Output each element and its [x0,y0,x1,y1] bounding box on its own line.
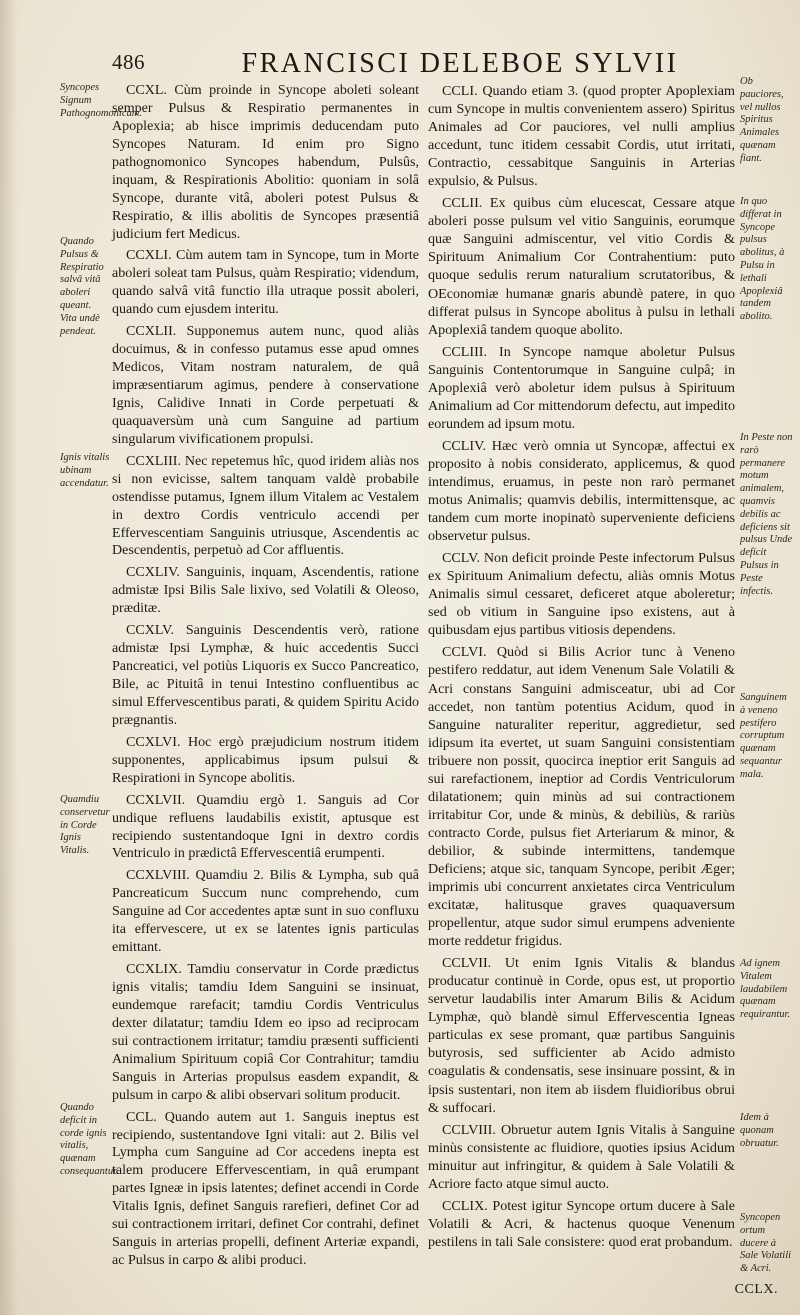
paragraph-ccliv: CCLIV. Hæc verò omnia ut Syncopæ, affectui ex proposito à nobis considerato, applicemus, & quod intendimus, eruamus, in peste non rarò permanet motus Animalis; quamvis debilis, intermittensque, ac tandem cum morte inopinatò superveniente deficiens observetur pulsus. [428,437,735,545]
margin-note-left-5: Quando deficit in corde ignis vitalis, quænam consequantur. [60,1102,119,1177]
margin-note-right-6: Idem à quonam obruatur. [740,1112,779,1149]
margin-note-right-2: In quo differat in Syncope pulsus abolitus, à Pulsu in lethali Apoplexiâ tandem abolito. [740,196,785,323]
paragraph-ccxlii: CCXLII. Supponemus autem nunc, quod aliàs docuimus, & in confesso putamus esse apud omnes Medicos, Vitam nostram naturalem, de quâ impræsentiarum agimus, pendere à conservatione Ignis, Calidive Innati in Corde perpetuati & quaquaversùm unà cum Sanguine ad partium singularum vivificationem propulsi. [112,323,419,447]
margin-note-left-4: Quamdiu conservetur in Corde Ignis Vitalis. [60,794,110,857]
paragraph-ccxlviii: CCXLVIII. Quamdiu 2. Bilis & Lympha, sub quâ Pancreaticum Succum nunc comprehendo, cum Sanguine ad Cor accedentes aptæ sunt in suo confluxu ita effervescere, ut ex se latentes ignis particulas emittant. [112,867,419,956]
paragraph-ccliii: CCLIII. In Syncope namque aboletur Pulsus Sanguinis Contentorumque in Sanguine culpâ; in Apoplexiâ verò aboletur idem pulsus à Spirituum Animalium ad Cor mittendorum defectu, aut impedito eorundem ad ipsum motu. [428,343,735,432]
page-header [112,48,750,84]
paragraph-cclv: CCLV. Non deficit proinde Peste infectorum Pulsus ex Spirituum Animalium defectu, aliàs omnis Motus Animalis simul cessaret, deficeret atque aboleretur; sed ob vitium in Sanguine ipso existens, aut à quibusdam ejus partibus vitiosis dependens. [428,550,735,639]
margin-note-right-7: Syncopen ortum ducere à Sale Volatili & Acri. [740,1212,792,1275]
paragraph-cclii: CCLII. Ex quibus cùm elucescat, Cessare atque aboleri posse pulsum vel vitio Sanguinis, eorumque quæ Sanguini admiscentur, vel vitio Cordis & Spirituum Animalium Cor Contrahentium: puto quoque sedulis rerum naturalium scrutatoribus, & OEconomiæ humanæ gnaris abundè patere, in quo differat pulsus in Syncope abolitus à pulsu in lethali Apoplexiâ tandem quoque abolito. [428,195,735,338]
paragraph-cclix: CCLIX. Potest igitur Syncope ortum ducere à Sale Volatili & Acri, & hactenus quoque Venenum pestilens in tali Sale consistere: quod erat probandum. [428,1197,735,1250]
margin-note-left-3: Ignis vitalis ubinam accendatur. [60,452,110,489]
paragraph-ccxlv: CCXLV. Sanguinis Descendentis verò, ratione admistæ Ipsi Lymphæ, & huic accedentis Succi Pancreatici, vel potiùs Liquoris ex Succo Pancreatico, Bile, ac Pituitâ in tenui Intestino confluentibus ac simul Effervescentibus parati, & quidem Spiritu Acido prægnantis. [112,622,419,728]
paragraph-ccl: CCL. Quando autem aut 1. Sanguis ineptus est recipiendo, sustentandove Igni vitali: aut 2. Bilis vel Lympha cum Sanguine ad Cor accedens inepta est talem producere Effervescentiam, in quâ erumpant partes Igneæ in ipsis latentes; definet accendi in Corde Vitalis Ignis, definet Sanguis rarefieri, definet Cor ad sui contractionem irritari, definet Cor contrahi, definet Sanguis in arterias propelli, definent Arteriæ expandi, ac Pulsus in carpo & alibi produci. [112,1108,419,1269]
running-title: FRANCISCI DELEBOE SYLVII [241,48,679,79]
margin-note-right-5: Ad ignem Vitalem laudabilem quænam requirantur. [740,958,791,1021]
catchword: CCLX. [734,1282,778,1297]
paragraph-ccli: CCLI. Quando etiam 3. (quod propter Apoplexiam cum Syncope in multis convenientem assero) Spiritus Animales ad Cor pauciores, vel nulli amplius accedunt, tunc itidem cessabit Cordis, utut irritati, Contractio, cessabitque Sanguinis in Arterias expulsio, & Pulsus. [428,83,735,190]
paragraph-ccxli: CCXLI. Cùm autem tam in Syncope, tum in Morte aboleri soleat tam Pulsus, quàm Respiratio; videndum, quando salvâ vitâ functio illa utraque possit aboleri, quando cum ejusdem interitu. [112,247,419,318]
paragraph-cclviii: CCLVIII. Obruetur autem Ignis Vitalis à Sanguine minùs consistente ac fluidiore, quoties ipsius Acidum minuitur aut infringitur, & quidem à Sale Volatili & Acriore facto atque simul aucto. [428,1121,735,1192]
paragraph-ccxl: CCXL. Cùm proinde in Syncope aboleti soleant semper Pulsus & Respiratio permanentes in Apoplexia; ab hisce imprimis deducendam puto Syncopes Naturam. Id enim pro Signo pathognomonico Syncopes habendum, Pulsûs, inquam, & Respirationis Abolitio: quoniam in solâ Syncope, durante vitâ, aboleri potest Pulsus & Respiratio, & illis abolitis de Syncopes præsentiâ judicium fert Medicus. [112,82,419,242]
paragraph-ccxlvii: CCXLVII. Quamdiu ergò 1. Sanguis ad Cor undique refluens laudabilis existit, aptusque est recipiendo sustentandoque Igni in dextro cordis Ventriculo in prædictâ Effervescentiâ erumpenti. [112,791,419,862]
margin-note-right-3: In Peste non rarò permanere motum animalem, quamvis debilis ac deficiens sit pulsus Unde deficit Pulsus in Peste infectis. [740,432,793,597]
right-text-column [428,82,735,1255]
paragraph-ccxlvi: CCXLVI. Hoc ergò præjudicium nostrum itidem supponentes, applicabimus ipsum pulsui & Respirationi in Syncope abolitis. [112,733,419,786]
margin-note-left-1: Syncopes Signum Pathognomonicum. [60,82,142,119]
paragraph-cclvii: CCLVII. Ut enim Ignis Vitalis & blandus producatur continuè in Corde, opus est, ut proportio servetur laudabilis inter Amarum Bilis & Acidum Lymphæ, quò blandè simul Effervescentia Igneas particulas ex sese promant, quæ partibus Sanguinis butyrosis, sed sufficienter ab Acido admisto coagulatis & condensatis, sese insinuare possint, & in ipsis sustentari, non item ab iisdem fluidioribus obrui & suffocari. [428,955,735,1116]
margin-note-right-1: Ob pauciores, vel nullos Spiritus Animales quænam fiant. [740,76,784,164]
paragraph-ccxliv: CCXLIV. Sanguinis, inquam, Ascendentis, ratione admistæ Ipsi Bilis Sale lixivo, sed Volatili & Oleoso, præditæ. [112,564,419,617]
margin-note-left-2: Quando Pulsus & Respiratio salvâ vitâ aboleri queant. Vita undè pendeat. [60,236,104,337]
left-text-column [112,82,419,1274]
paragraph-ccxlix: CCXLIX. Tamdiu conservatur in Corde prædictus ignis vitalis; tamdiu Idem Sanguini se insinuat, eundemque rarefacit; tamdiu Cordis Ventriculus dexter dilatatur; tamdiu Idem eo ipso ad reciprocam sui contractionem irritatur; tamdiu præsenti sufficienti Animalium Spirituum copiâ Cor Contrahitur; tamdiu Sanguis in Arterias propulsus easdem expandit, & pulsum in carpo & alibi observari solitum producit. [112,961,419,1103]
page-number: 486 [112,50,145,74]
page-gutter-shadow [0,0,18,1315]
margin-note-right-4: Sanguinem à veneno pestifero corruptum quænam sequantur mala. [740,692,787,780]
paragraph-ccxliii: CCXLIII. Nec repetemus hîc, quod iridem aliàs nos si non evicisse, saltem tanquam valdè probabile ostendisse putamus, Ignem illum Vitalem ac Vestalem in dextro Cordis ventriculo accendi per Effervescentiam Sanguinis utriusque, Ascendentis ac Descendentis, perpetuò ad Cor affluentis. [112,452,419,559]
paragraph-cclvi: CCLVI. Quòd si Bilis Acrior tunc à Veneno pestifero reddatur, aut idem Venenum Sale Volatili & Acri constans Sanguini admisceatur, ubi ad Cor accedet, non tantùm potentius Acidum, quod in Sanguine naturaliter reperitur, aggredietur, sed idipsum ita evertet, ut suam Sanguini consistentiam tribuere non possit, quocirca ineptior erit Sanguis ad sui rarefactionem, ineptior ad Cordis Ventriculorum dilatationem; quin minùs ad sui contractionem irritabitur Cor, unde & minùs, & debiliùs, & rariùs contracto Corde, pulsus fiet Arteriarum & minor, & debilior, & subinde intermittens, tandemque Deficiens; atque sic, tanquam Syncope, peribit Æger; imprimis ubi concurrent anxietates circa Ventriculum excitatæ, halitusque graves quaquaversum propellentur, atque sudor simul erumpens adveniente morte reddetur frigidus. [428,644,735,950]
